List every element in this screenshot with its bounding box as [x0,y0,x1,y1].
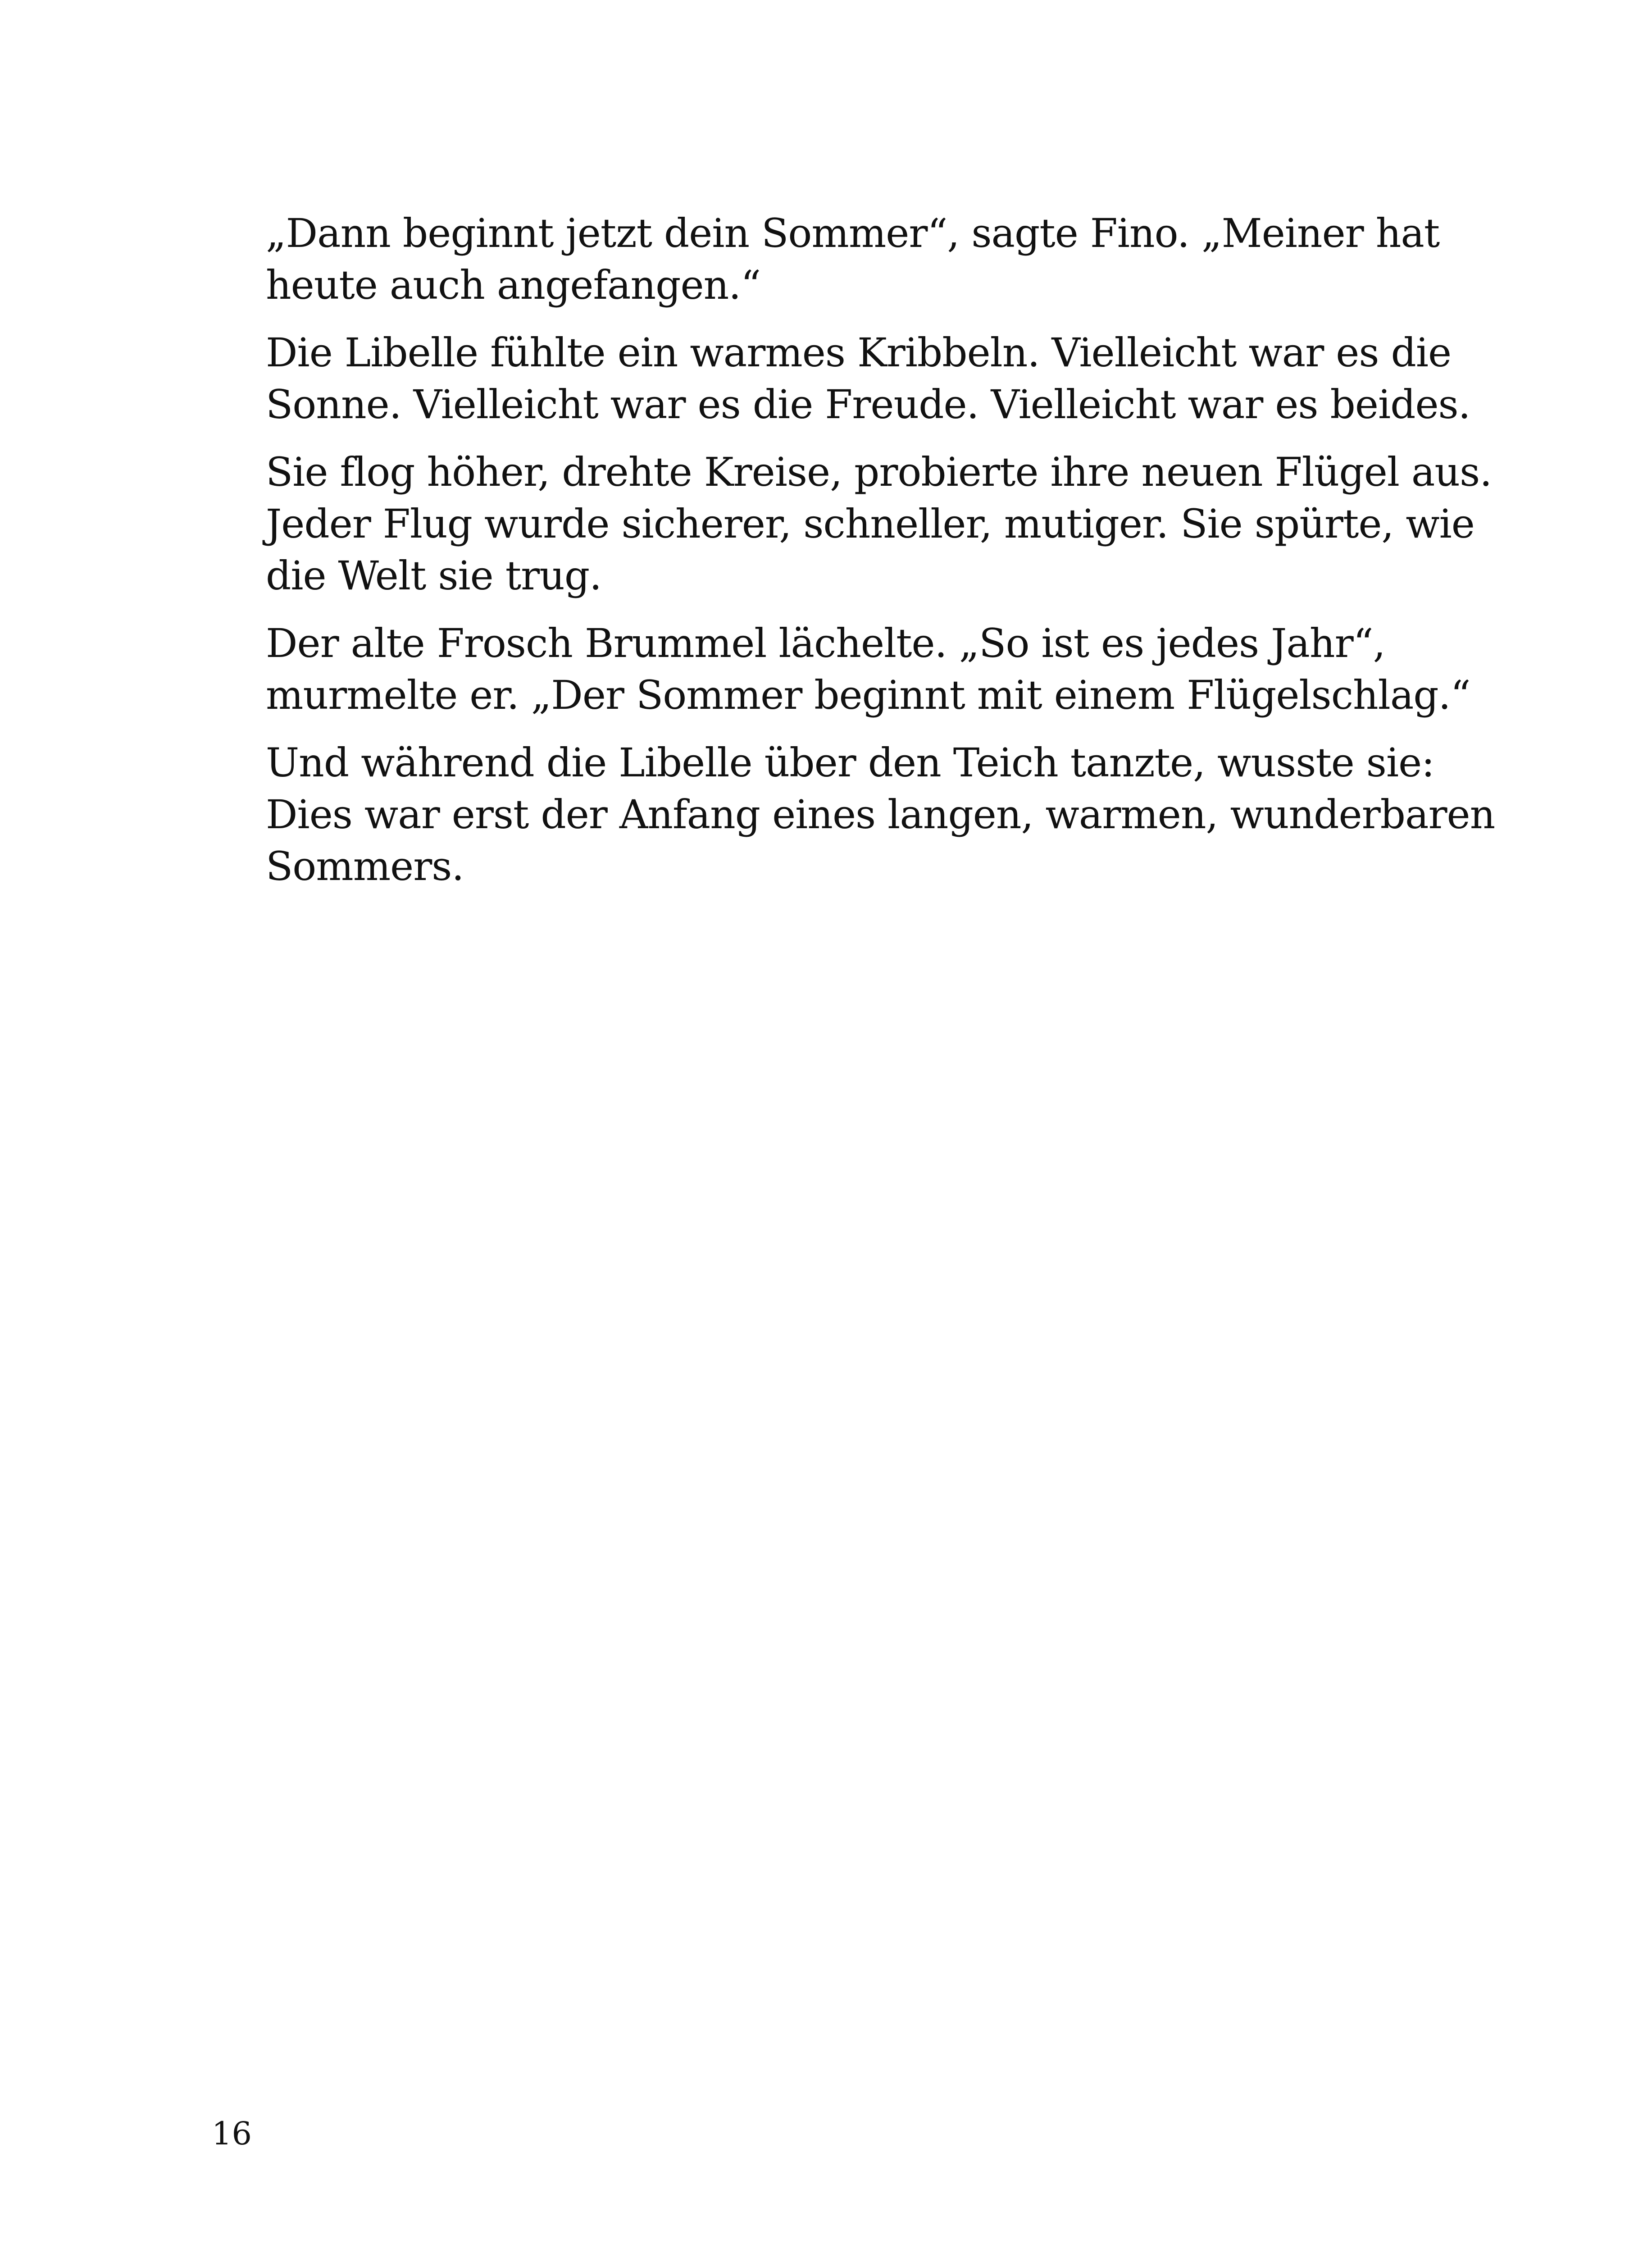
text-line: Sonne. Vielleicht war es die Freude. Vielleicht war es beides. [266,381,1470,428]
body-text [266,207,1495,908]
text-line: „Dann beginnt jetzt dein Sommer“, sagte Fino. „Meiner hat [266,210,1440,256]
text-line: Der alte Frosch Brummel lächelte. „So ist es jedes Jahr“, [266,620,1385,666]
paragraph [266,446,1492,602]
text-line: Sie flog höher, drehte Kreise, probierte ihre neuen Flügel aus. [266,449,1492,495]
paragraph [266,737,1495,892]
text-line: Jeder Flug wurde sicherer, schneller, mutiger. Sie spürte, wie [266,501,1475,547]
text-line: heute auch angefangen.“ [266,262,761,308]
paragraph [266,617,1470,721]
paragraph [266,207,1440,311]
text-line: Sommers. [266,843,464,889]
page-number: 16 [212,2115,252,2152]
text-line: Die Libelle fühlte ein warmes Kribbeln. Vielleicht war es die [266,329,1452,376]
text-line: Und während die Libelle über den Teich tanzte, wusste sie: [266,739,1434,786]
paragraph [266,327,1470,430]
text-line: Dies war erst der Anfang eines langen, warmen, wunderbaren [266,791,1495,838]
text-line: die Welt sie trug. [266,552,602,599]
text-line: murmelte er. „Der Sommer beginnt mit einem Flügelschlag.“ [266,672,1470,718]
